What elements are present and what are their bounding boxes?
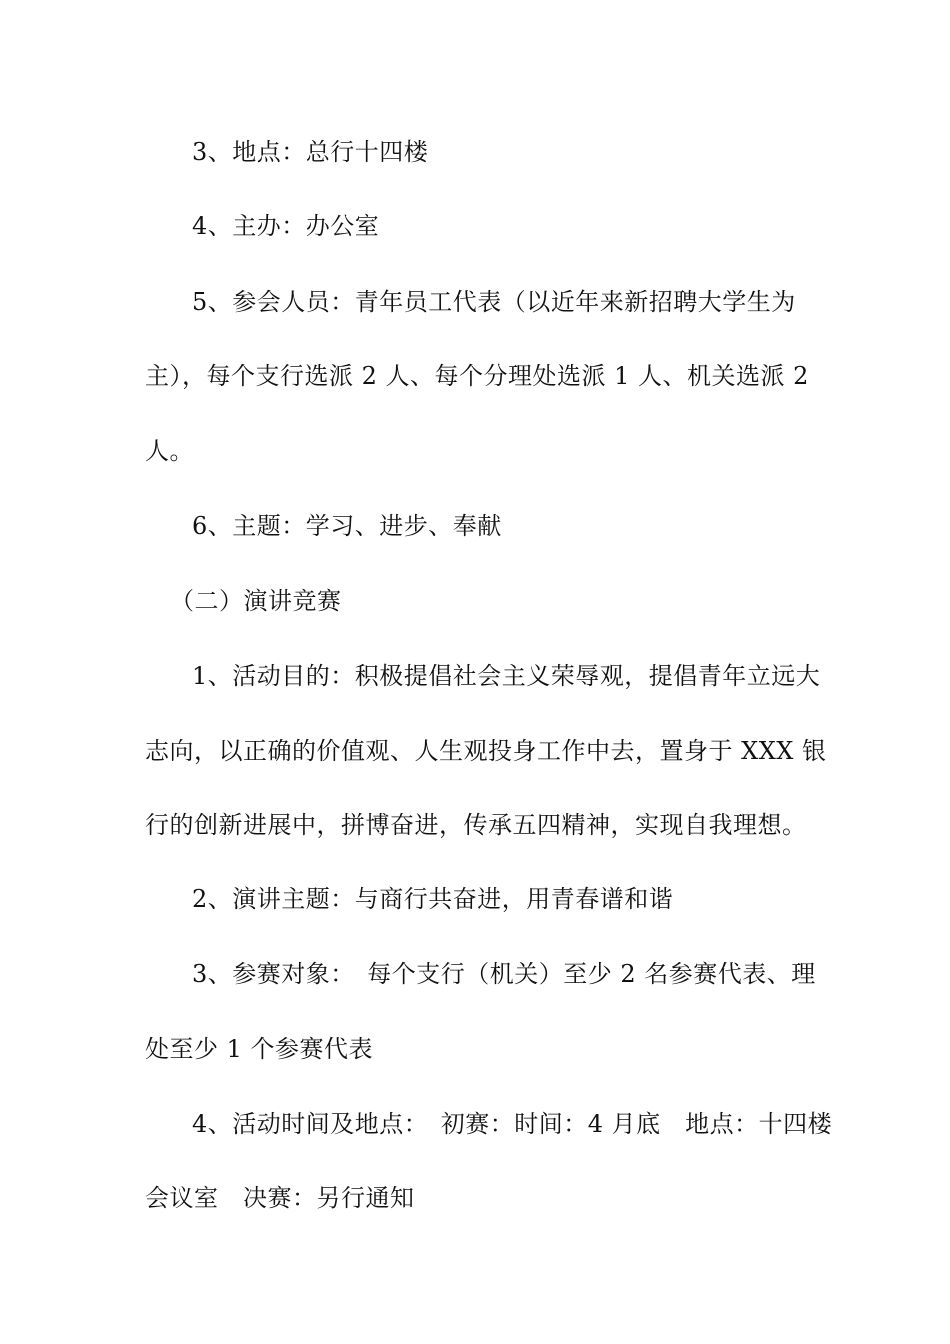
item-time-place-line-2: 会议室 决赛：另行通知 [145,1184,415,1212]
item-participants-line-3: 人。 [145,437,194,465]
item-location: 3、地点：总行十四楼 [192,138,429,166]
item-purpose-line-1: 1、活动目的：积极提倡社会主义荣辱观，提倡青年立远大 [192,662,821,690]
item-participants-line-2: 主），每个支行选派 2 人、每个分理处选派 1 人、机关选派 2 [145,362,809,390]
item-contestants-line-1: 3、参赛对象： 每个支行（机关）至少 2 名参赛代表、理 [192,960,816,988]
item-speech-theme: 2、演讲主题：与商行共奋进，用青春谱和谐 [192,885,674,913]
item-theme: 6、主题：学习、进步、奉献 [192,512,502,540]
item-organizer: 4、主办：办公室 [192,212,380,240]
item-participants-line-1: 5、参会人员：青年员工代表（以近年来新招聘大学生为 [192,288,796,316]
item-purpose-line-2: 志向，以正确的价值观、人生观投身工作中去，置身于 XXX 银 [145,737,827,765]
section-heading-speech-contest: （二）演讲竞赛 [170,587,342,615]
item-purpose-line-3: 行的创新进展中，拼博奋进，传承五四精神，实现自我理想。 [145,811,807,839]
item-contestants-line-2: 处至少 1 个参赛代表 [145,1035,374,1063]
item-time-place-line-1: 4、活动时间及地点： 初赛：时间：4 月底 地点：十四楼 [192,1110,833,1138]
